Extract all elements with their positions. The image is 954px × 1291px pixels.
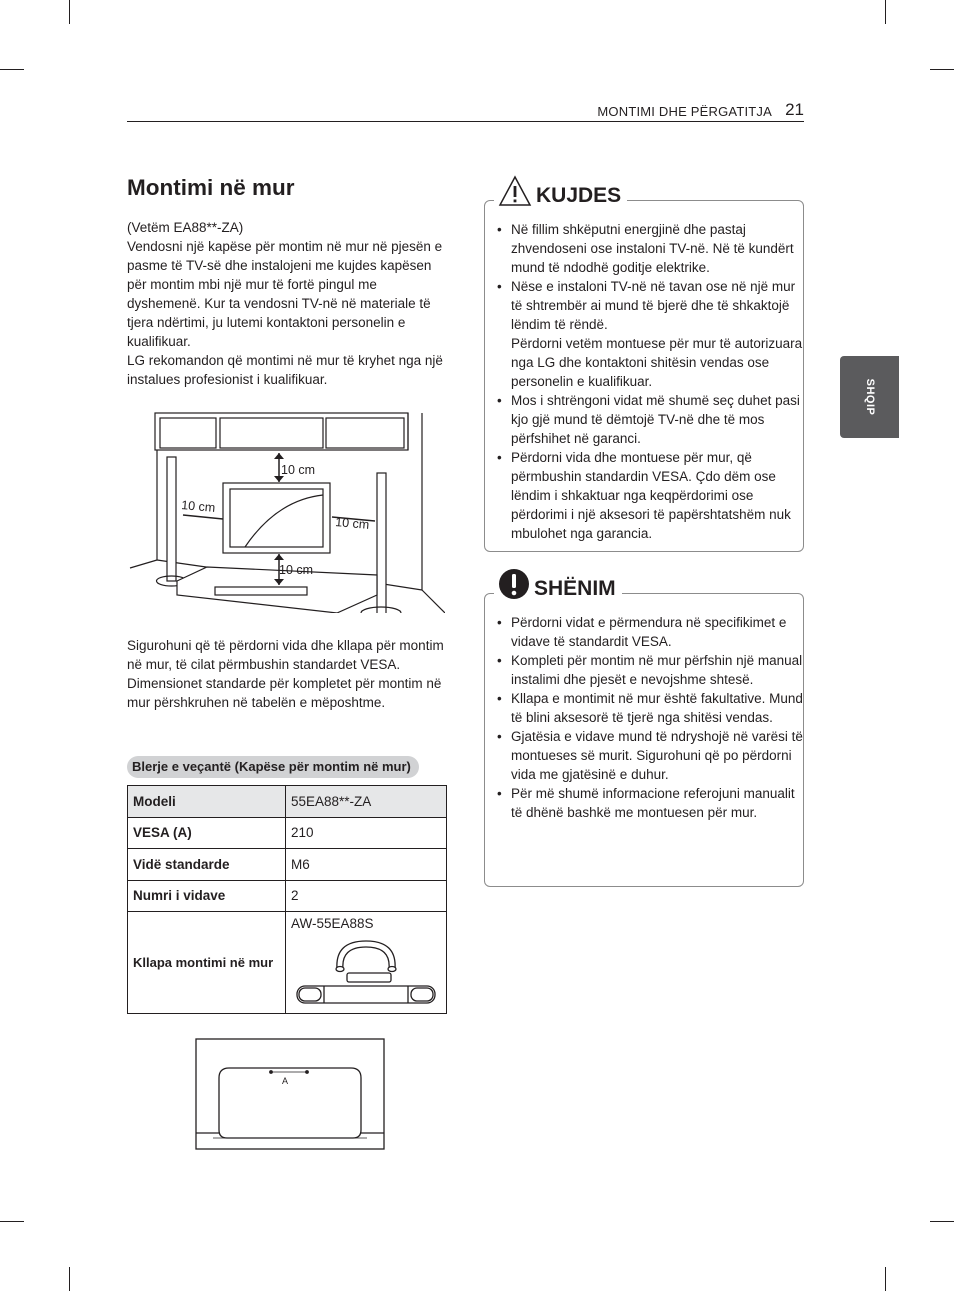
page-title: Montimi në mur	[127, 175, 295, 200]
wall-mount-spec-table	[127, 785, 447, 1014]
table-cell-value	[286, 912, 447, 1014]
language-tab-label: SHQIP	[863, 378, 876, 416]
warning-triangle-icon	[498, 175, 532, 207]
intro-paragraph: Vendosni një kapëse për montim në mur në pjesën e pasme të TV-së dhe instalojeni me kujdes kapësen për montim mbi një mur të fortë pingul me dyshemenë. Kur ta vendosni TV-në në materiale të tjera ndërtimi, ju lutemi kontaktoni personelin e kualifikuar.	[127, 239, 443, 349]
note-item: • Kllapa e montimit në mur është fakultative. Mund të blini aksesorë të tjerë nga shitësi vendas.	[485, 689, 803, 727]
clearance-left-label: 10 cm	[180, 498, 216, 515]
table-cell-value: 2	[286, 880, 447, 912]
crop-mark	[885, 1267, 886, 1291]
table-cell-key: Modeli	[128, 786, 286, 818]
exclamation-circle-icon	[498, 568, 530, 600]
table-cell-value: 55EA88**-ZA	[286, 786, 447, 818]
caution-box	[484, 200, 804, 552]
note-item: • Përdorni vidat e përmendura në specifikimet e vidave të standardit VESA.	[485, 613, 803, 651]
note-heading	[494, 568, 622, 600]
intro-model-note: (Vetëm EA88**-ZA)	[127, 220, 244, 235]
table-cell-key: Numri i vidave	[128, 880, 286, 912]
vesa-intro-text	[127, 636, 452, 712]
caution-item: • Nëse e instaloni TV-në në tavan ose në një mur të shtrembër ai mund të bjerë dhe të shkaktojë lëndim të rëndë. Përdorni vetëm montuese për mur të autorizuara nga LG dhe kontaktoni shitësin vendas ose personelin e kualifikuar.	[485, 277, 803, 391]
crop-mark	[0, 69, 24, 70]
crop-mark	[885, 0, 886, 24]
page-number: 21	[785, 100, 804, 119]
crop-mark	[69, 1267, 70, 1291]
note-title: SHËNIM	[534, 577, 616, 600]
bracket-model: AW-55EA88S	[291, 916, 374, 931]
table-row	[128, 786, 447, 818]
optional-purchase-badge: Blerje e veçantë (Kapëse për montim në mur)	[127, 756, 419, 778]
crop-mark	[930, 1221, 954, 1222]
table-row	[128, 817, 447, 849]
crop-mark	[930, 69, 954, 70]
table-row	[128, 849, 447, 881]
wall-bracket-illustration	[291, 933, 441, 1007]
tv-rear-vesa-diagram	[195, 1038, 385, 1150]
vesa-paragraph: Sigurohuni që të përdorni vida dhe kllapa për montim në mur, të cilat përmbushin standardet VESA. Dimensionet standarde për kompletet për montim në mur përshkruhen në tabelën e mëposhtme.	[127, 638, 444, 710]
vesa-dimension-label: A	[281, 1076, 289, 1086]
clearance-right-label: 10 cm	[334, 515, 370, 532]
caution-title: KUJDES	[536, 184, 622, 207]
table-cell-value: 210	[286, 817, 447, 849]
intro-text	[127, 218, 452, 389]
note-item: • Për më shumë informacione referojuni manualit të dhënë bashkë me montuesen për mur.	[485, 784, 803, 822]
note-item: • Kompleti për montim në mur përfshin një manual instalimi dhe pjesët e nevojshme shtesë.	[485, 651, 803, 689]
caution-item: • Mos i shtrëngoni vidat më shumë seç duhet pasi kjo gjë mund të dëmtojë TV-në dhe të mos përfshihet në garanci.	[485, 391, 803, 448]
caution-heading	[494, 175, 627, 207]
caution-item: • Në fillim shkëputni energjinë dhe pastaj zhvendoseni ose instaloni TV-në. Në të kundërt mund të ndodhë goditje elektrike.	[485, 220, 803, 277]
language-tab	[840, 356, 899, 438]
crop-mark	[0, 1221, 24, 1222]
clearance-top-label: 10 cm	[281, 463, 316, 477]
table-row	[128, 880, 447, 912]
table-cell-value: M6	[286, 849, 447, 881]
table-cell-key: Vidë standarde	[128, 849, 286, 881]
wall-mount-clearance-diagram	[127, 405, 445, 613]
caution-item: • Përdorni vida dhe montuese për mur, që përmbushin standardin VESA. Çdo dëm ose lëndim i shkaktuar nga keqpërdorimi ose përdorimi i një aksesori të papërshtatshëm nuk mbulohet nga garancia.	[485, 448, 803, 543]
clearance-bottom-label: 10 cm	[279, 563, 314, 577]
page-header	[127, 100, 804, 122]
note-box	[484, 593, 804, 887]
intro-paragraph: LG rekomandon që montimi në mur të kryhet nga një instalues profesionist i kualifikuar.	[127, 353, 443, 387]
table-cell-key: VESA (A)	[128, 817, 286, 849]
note-item: • Gjatësia e vidave mund të ndryshojë në varësi të montueses së murit. Sigurohuni që po përdorni vida me gjatësinë e duhur.	[485, 727, 803, 784]
section-title: MONTIMI DHE PËRGATITJA	[597, 104, 772, 119]
table-cell-key: Kllapa montimi në mur	[128, 912, 286, 1014]
table-row	[128, 912, 447, 1014]
crop-mark	[69, 0, 70, 24]
